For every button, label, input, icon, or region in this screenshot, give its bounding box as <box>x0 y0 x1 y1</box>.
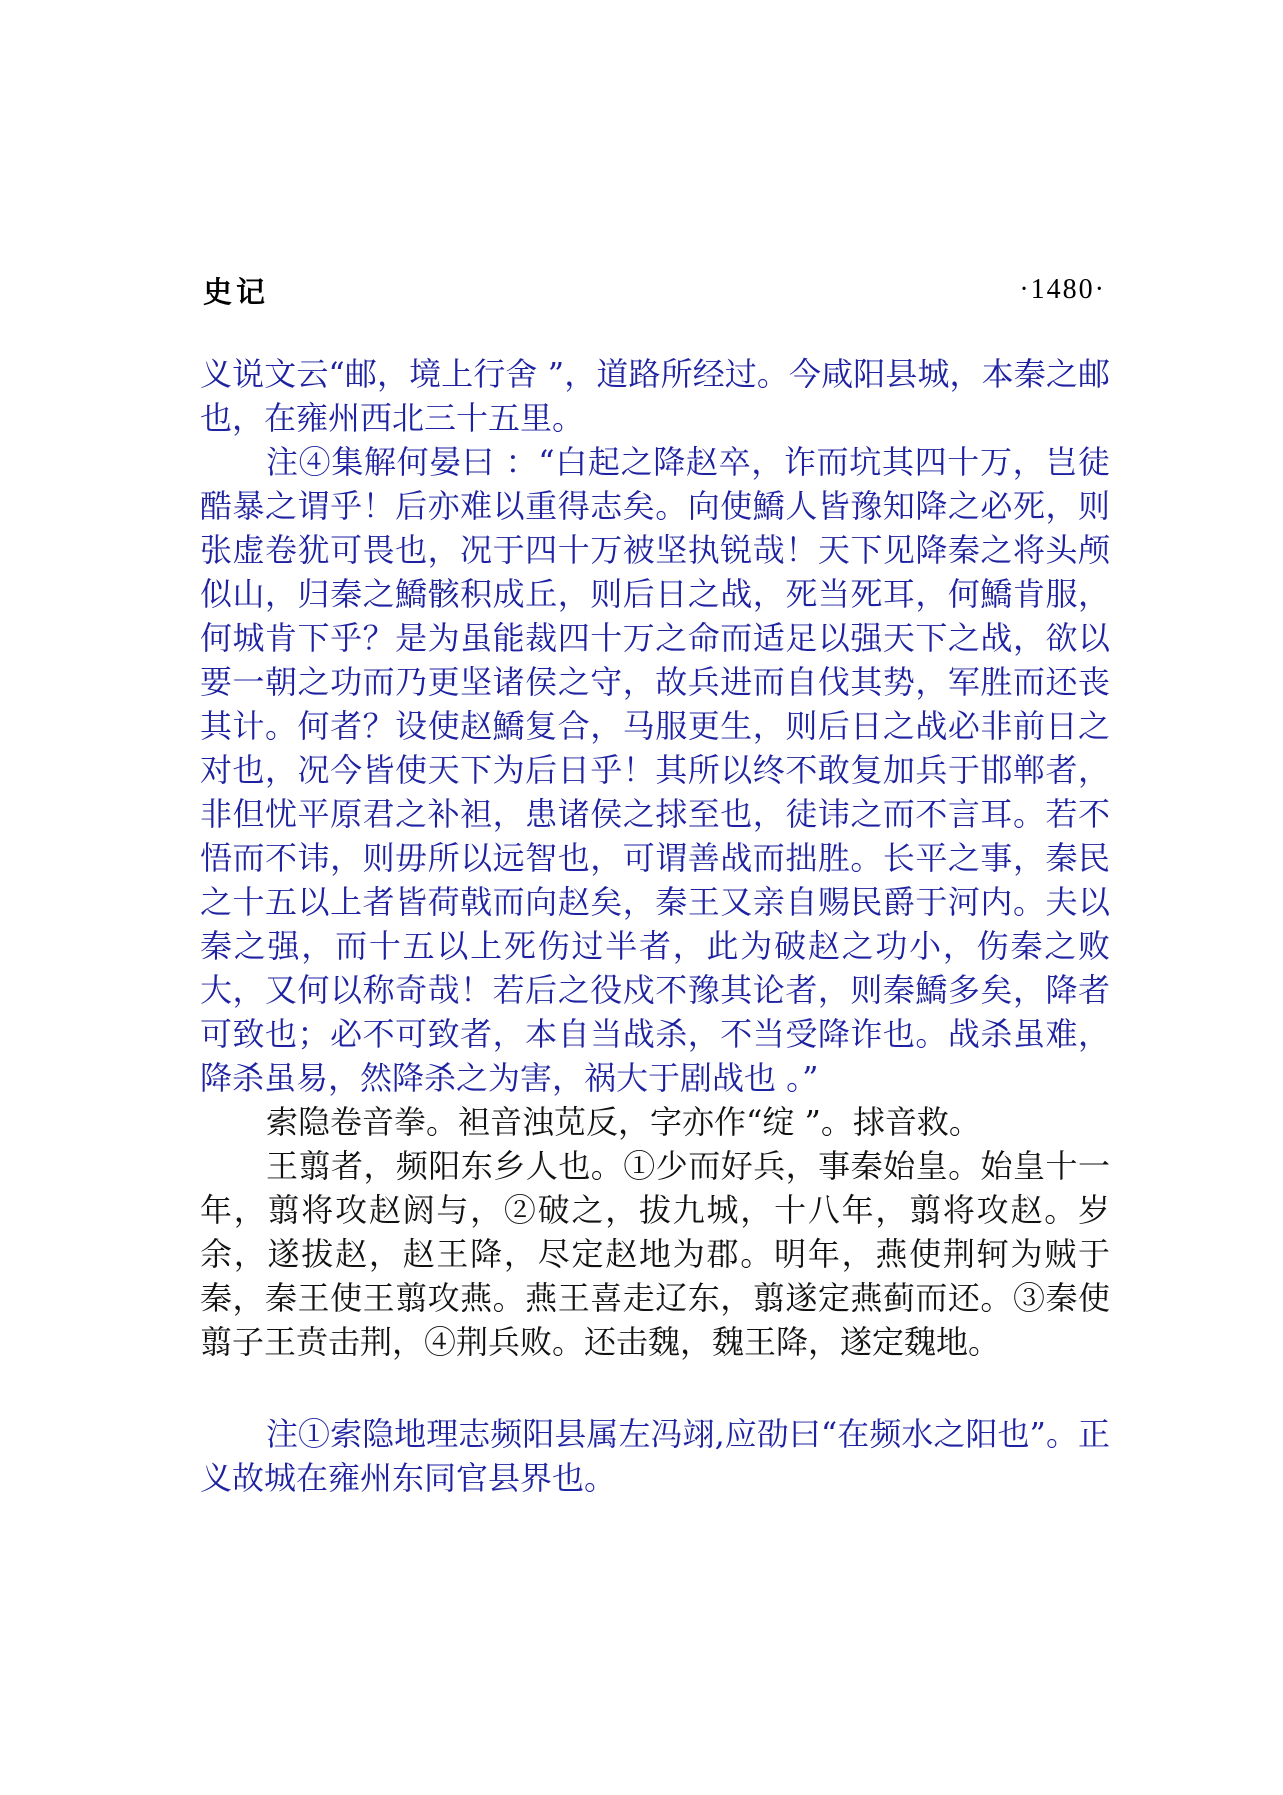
annotation-paragraph: 注④集解何晏曰 ：“白起之降赵卒，诈而坑其四十万，岂徒酷暴之谓乎！后亦难以重得志矣。向使鱎人皆豫知降之必死，则张虚卷犹可畏也，况于四十万被坚执锐哉！天下见降秦之将头颅似山，归秦之鱎骸积成丘，则后日之战，死当死耳，何鱎肯服，何城肯下乎？是为虽能裁四十万之命而适足以强天下之战，欲以要一朝之功而乃更坚诸侯之守，故兵进而自伐其势，军胜而还丧其计。何者？设使赵鱎复合，马服更生，则后日之战必非前日之对也，况今皆使天下为后日乎！其所以终不敢复加兵于邯郸者，非但忧平原君之补袒，患诸侯之捄至也，徒讳之而不言耳。若不悟而不讳，则毋所以远智也，可谓善战而拙胜。长平之事，秦民之十五以上者皆荷戟而向赵矣，秦王又亲自赐民爵于河内。夫以秦之强，而十五以上死伤过半者，此为破赵之功小，伤秦之败大，又何以称奇哉！若后之役戍不豫其论者，则秦鱎多矣，降者可致也；必不可致者，本自当战杀，不当受降诈也。战杀虽难，降杀虽易，然降杀之为害，祸大于剧战也 。” <box>200 443 1110 1097</box>
paragraph-spacer <box>200 1364 1110 1412</box>
main-text-paragraph: 王翦者，频阳东乡人也。①少而好兵，事秦始皇。始皇十一年，翦将攻赵阏与，②破之，拔九城，十八年，翦将攻赵。岁余，遂拔赵，赵王降，尽定赵地为郡。明年，燕使荆轲为贼于秦，秦王使王翦攻燕。燕王喜走辽东，翦遂定燕蓟而还。③秦使翦子王贲击荆，④荆兵败。还击魏，魏王降，遂定魏地。 <box>200 1147 1110 1361</box>
page-header <box>203 268 1106 312</box>
body-text <box>200 352 1110 1500</box>
book-title: 史记 <box>203 274 270 309</box>
annotation-paragraph: 义说文云“邮，境上行舍 ”，道路所经过。今咸阳县城，本秦之邮也，在雍州西北三十五里。 <box>200 355 1110 437</box>
suoyin-paragraph: 索隐卷音拳。袒音浊苋反，字亦作“绽 ”。捄音救。 <box>266 1103 981 1141</box>
annotation-paragraph: 注①索隐地理志频阳县属左冯翊,应劭曰“在频水之阳也”。正义故城在雍州东同官县界也。 <box>200 1415 1110 1497</box>
page-number: ·1480· <box>1019 274 1106 305</box>
